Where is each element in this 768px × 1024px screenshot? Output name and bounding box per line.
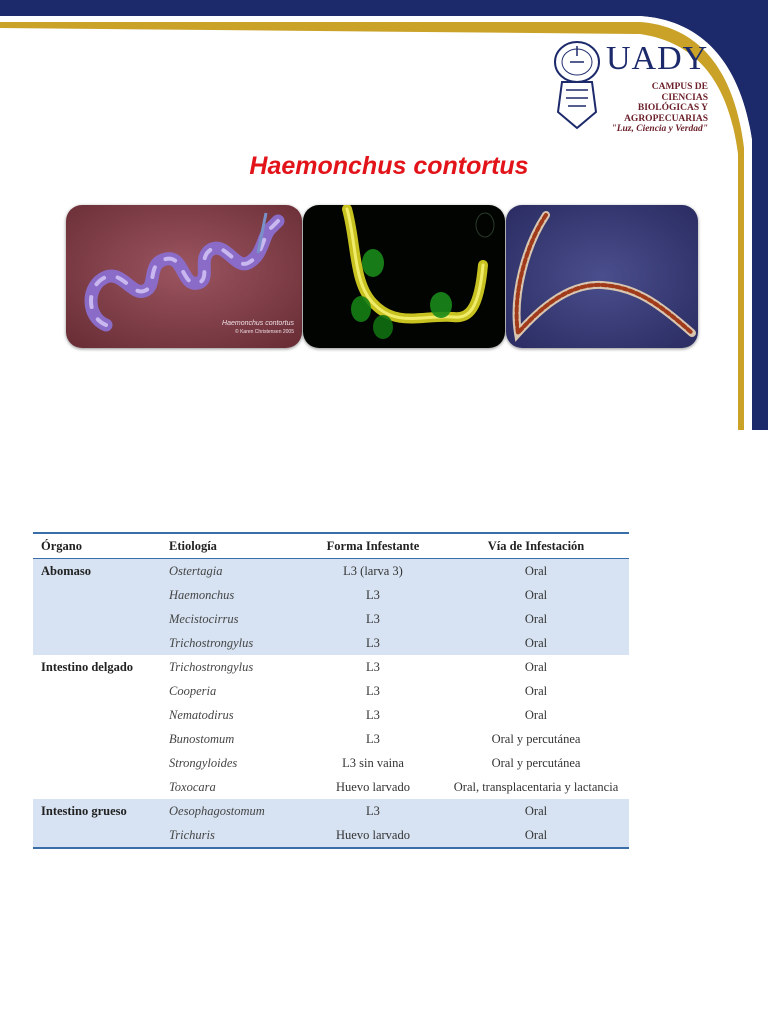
- cell-forma: L3 sin vaina: [342, 755, 404, 770]
- cell-forma: Huevo larvado: [303, 823, 443, 848]
- cell-etiologia: Toxocara: [169, 779, 216, 794]
- cell-etiologia: Bunostomum: [169, 731, 235, 746]
- cell-etiologia: Strongyloides: [169, 755, 238, 770]
- cell-via: Oral: [443, 823, 629, 848]
- cell-forma: L3: [303, 799, 443, 823]
- table-row: [33, 583, 629, 607]
- cell-organo: [33, 775, 161, 799]
- table-row: [33, 655, 629, 679]
- cell-via: Oral: [524, 707, 548, 722]
- cell-via: Oral: [443, 559, 629, 584]
- cell-forma: L3: [366, 659, 380, 674]
- cell-forma: Huevo larvado: [336, 779, 410, 794]
- cell-etiologia: Trichostrongylus: [169, 659, 254, 674]
- cell-via: Oral y percutánea: [491, 731, 581, 746]
- table-header-row: [33, 533, 629, 559]
- cell-organo: [33, 631, 161, 655]
- cell-forma: L3: [366, 707, 380, 722]
- cell-etiologia: Mecistocirrus: [161, 607, 303, 631]
- table-row: [33, 679, 629, 703]
- table-row: [33, 799, 629, 823]
- cell-organo: [33, 823, 161, 848]
- header-forma: Forma Infestante: [303, 533, 443, 559]
- cell-forma: L3 (larva 3): [303, 559, 443, 584]
- image-credit: [214, 319, 294, 337]
- table-row: [33, 751, 629, 775]
- campus-line: CAMPUS DE: [651, 82, 708, 92]
- cell-via: Oral: [524, 659, 548, 674]
- cell-organo: Abomaso: [33, 559, 161, 584]
- cell-etiologia: Oesophagostomum: [161, 799, 303, 823]
- cell-forma: L3: [303, 607, 443, 631]
- cell-via: Oral: [443, 799, 629, 823]
- cell-forma: L3: [303, 631, 443, 655]
- uady-wordmark: UADY: [606, 40, 709, 77]
- cell-etiologia: Ostertagia: [161, 559, 303, 584]
- cell-etiologia: Trichuris: [161, 823, 303, 848]
- uady-logo: [548, 38, 714, 138]
- cell-via: Oral y percutánea: [491, 755, 581, 770]
- table-row: [33, 559, 629, 584]
- cell-via: Oral: [443, 583, 629, 607]
- campus-name: [611, 82, 708, 135]
- cell-organo: Intestino delgado: [41, 659, 134, 674]
- cell-via: Oral: [443, 631, 629, 655]
- cell-organo: [33, 751, 161, 775]
- cell-etiologia: Cooperia: [169, 683, 217, 698]
- table-row: [33, 631, 629, 655]
- image-copyright: © Karen Christensen 2005: [235, 329, 294, 335]
- cell-etiologia: Trichostrongylus: [161, 631, 303, 655]
- image-caption: Haemonchus contortus: [222, 320, 294, 327]
- worm-microscope-image: [506, 205, 698, 348]
- campus-line: AGROPECUARIAS: [624, 113, 708, 124]
- campus-line: BIOLÓGICAS Y: [637, 103, 708, 113]
- cell-etiologia: Haemonchus: [161, 583, 303, 607]
- cell-forma: L3: [366, 683, 380, 698]
- worm-3d-model-image: [66, 205, 302, 348]
- university-seal-icon: [548, 38, 606, 130]
- cell-organo: [33, 607, 161, 631]
- cell-organo: [33, 703, 161, 727]
- parasite-table: [33, 532, 629, 849]
- header-etiologia: Etiología: [161, 533, 303, 559]
- worm-fluorescence-image: [303, 205, 505, 348]
- cell-organo: [33, 727, 161, 751]
- table-row: [33, 703, 629, 727]
- table-row: [33, 727, 629, 751]
- cell-via: Oral: [443, 607, 629, 631]
- cell-organo: [33, 679, 161, 703]
- table-row: [33, 823, 629, 848]
- campus-motto: "Luz, Ciencia y Verdad": [611, 124, 708, 134]
- cell-forma: L3: [366, 731, 380, 746]
- cell-via: Oral, transplacentaria y lactancia: [453, 779, 619, 794]
- cell-organo: [33, 583, 161, 607]
- header-via: Vía de Infestación: [443, 533, 629, 559]
- header-organo: Órgano: [33, 533, 161, 559]
- cell-forma: L3: [303, 583, 443, 607]
- cell-via: Oral: [524, 683, 548, 698]
- table-row: [33, 775, 629, 799]
- cell-organo: Intestino grueso: [33, 799, 161, 823]
- slide-title: Haemonchus contortus: [249, 152, 529, 180]
- cell-etiologia: Nematodirus: [169, 707, 234, 722]
- table-row: [33, 607, 629, 631]
- campus-line: CIENCIAS: [661, 92, 708, 103]
